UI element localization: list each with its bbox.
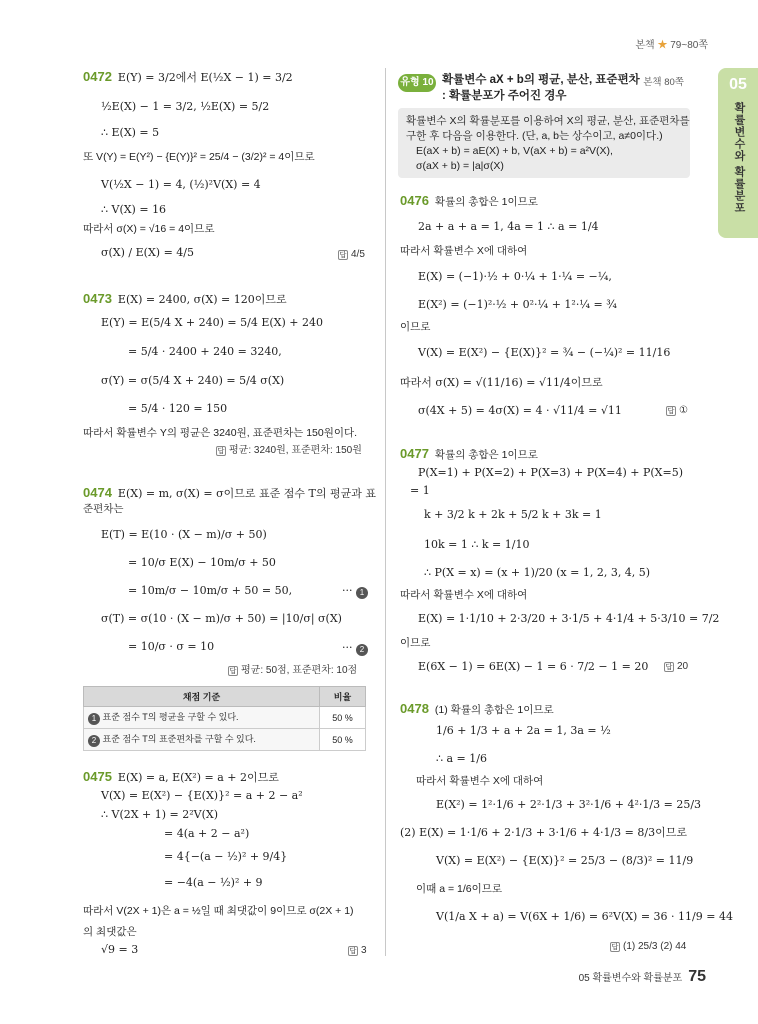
problem-0474-line4: = 10/σ E(X) − 10m/σ + 50 — [128, 556, 276, 569]
answer-icon: 답 — [667, 408, 675, 415]
problem-0477-line4: k + 3/2 k + 2k + 5/2 k + 3k = 1 — [424, 508, 602, 521]
problem-0473-line6: 따라서 확률변수 Y의 평균은 3240원, 표준편차는 150원이다. — [83, 427, 358, 439]
problem-0473-line4: σ(Y) = σ(5/4 X + 240) = 5/4 σ(X) — [101, 374, 285, 387]
problem-0473-line5: = 5/4 · 120 = 150 — [128, 402, 228, 415]
problem-0478-line8: 이때 a = 1/6이므로 — [416, 883, 503, 895]
star-icon: ★ — [657, 40, 668, 51]
problem-0475-line2: V(X) = E(X²) − {E(X)}² = a + 2 − a² — [101, 789, 303, 802]
problem-0477-line7: 따라서 확률변수 X에 대하여 — [400, 589, 528, 601]
answer-icon: 답 — [665, 664, 673, 671]
problem-0477-line8: E(X) = 1·1/10 + 2·3/20 + 3·1/5 + 4·1/4 + 5·3/10 = 7/2 — [418, 612, 720, 625]
table-header-row — [84, 687, 366, 707]
grading-criteria-table — [83, 686, 366, 751]
problem-0478-answer: 답 (1) 25/3 (2) 44 — [611, 941, 687, 952]
problem-0478-line2: 1/6 + 1/3 + a + 2a = 1, 3a = ½ — [436, 724, 611, 737]
problem-0475-line1: 0475 E(X) = a, E(X²) = a + 2이므로 — [83, 769, 279, 784]
problem-0478-line1: 0478 (1) 확률의 총합은 1이므로 — [400, 701, 554, 716]
problem-0478-line7: V(X) = E(X²) − {E(X)}² = 25/3 − (8/3)² = 11/9 — [436, 854, 694, 867]
problem-0478-line5: E(X²) = 1²·1/6 + 2²·1/3 + 3²·1/6 + 4²·1/3 = 25/3 — [436, 798, 702, 811]
problem-0474-line1: 0474 E(X) = m, σ(X) = σ이므로 표준 점수 T의 평균과 표 — [83, 485, 376, 500]
problem-0477-line6: ∴ P(X = x) = (x + 1)/20 (x = 1, 2, 3, 4, 5) — [424, 566, 651, 579]
problem-0476-line4: E(X) = (−1)·½ + 0·¼ + 1·¼ = −¼, — [418, 270, 612, 283]
problem-0477-line10: E(6X − 1) = 6E(X) − 1 = 6 · 7/2 − 1 = 20 — [418, 660, 649, 673]
chapter-number: 05 — [729, 76, 747, 93]
problem-number: 0475 — [83, 769, 112, 784]
problem-0475-line9: √9 = 3 — [101, 943, 139, 956]
answer-icon: 답 — [217, 448, 225, 455]
problem-0474-answer: 답 평균: 50점, 표준편차: 10점 — [229, 665, 358, 676]
page-number: 75 — [688, 968, 706, 985]
answer-icon: 답 — [339, 252, 347, 259]
problem-0476-line2: 2a + a + a = 1, 4a = 1 ∴ a = 1/4 — [418, 220, 599, 233]
problem-0475-line7: 따라서 V(2X + 1)은 a = ½일 때 최댓값이 9이므로 σ(2X + 1) — [83, 905, 354, 917]
problem-0478-line4: 따라서 확률변수 X에 대하여 — [416, 775, 544, 787]
problem-0475-line6: = −4(a − ½)² + 9 — [164, 876, 263, 889]
problem-0476-line5: E(X²) = (−1)²·½ + 0²·¼ + 1²·¼ = ¾ — [418, 298, 617, 311]
problem-0476-line1: 0476 확률의 총합은 1이므로 — [400, 193, 538, 208]
problem-0472-line4: 또 V(Y) = E(Y²) − {E(Y)}² = 25/4 − (3/2)² = 4이므로 — [83, 151, 315, 163]
problem-0477-line3: = 1 — [410, 484, 430, 497]
problem-0477-line5: 10k = 1 ∴ k = 1/10 — [424, 538, 530, 551]
problem-0477-answer: 답 20 — [665, 661, 689, 672]
step-marker-1: ··· 1 — [342, 584, 368, 599]
problem-0472-line6: ∴ V(X) = 16 — [101, 203, 167, 216]
chapter-title: 확률변수와 확률분포 — [733, 102, 745, 215]
problem-0475-line4: = 4(a + 2 − a²) — [164, 827, 250, 840]
problem-0472-line5: V(½X − 1) = 4, (½)²V(X) = 4 — [101, 178, 261, 191]
problem-0472-line2: ½E(X) − 1 = 3/2, ½E(X) = 5/2 — [101, 100, 270, 113]
type-title: 확률변수 aX + b의 평균, 분산, 표준편차 : 확률분포가 주어진 경우 — [442, 74, 640, 102]
answer-icon: 답 — [611, 944, 619, 951]
table-row: 1 표준 점수 T의 평균을 구할 수 있다. 50 % — [84, 707, 366, 729]
concept-box: 확률변수 X의 확률분포를 이용하여 X의 평균, 분산, 표준편차를 구한 후 다음을 이용한다. (단, a, b는 상수이고, a≠0이다.) E(aX + b) = aE(X) + b, V(aX + b) = a²V(X), σ(aX + b) = |a|σ(X) — [398, 108, 690, 178]
problem-0477-line1: 0477 확률의 총합은 1이므로 — [400, 446, 538, 461]
column-divider — [385, 68, 386, 956]
problem-0478-line6: (2) E(X) = 1·1/6 + 2·1/3 + 3·1/6 + 4·1/3 = 8/3이므로 — [400, 826, 687, 839]
table-row: 2 표준 점수 T의 표준편차를 구할 수 있다. 50 % — [84, 729, 366, 751]
problem-0473-line1: 0473 E(X) = 2400, σ(X) = 120이므로 — [83, 291, 287, 306]
type-reference: 본책 80쪽 — [643, 77, 684, 88]
problem-0476-answer: 답 ① — [667, 405, 688, 416]
page-footer — [579, 968, 706, 986]
problem-0472-line7: 따라서 σ(X) = √16 = 4이므로 — [83, 223, 215, 235]
problem-0476-line9: σ(4X + 5) = 4σ(X) = 4 · √11/4 = √11 — [418, 404, 622, 417]
problem-number: 0478 — [400, 701, 429, 716]
problem-0476-line3: 따라서 확률변수 X에 대하여 — [400, 245, 528, 257]
type-badge: 유형 10 — [398, 74, 436, 92]
problem-0474-line6: σ(T) = σ(10 · (X − m)/σ + 50) = |10/σ| σ(X) — [101, 612, 342, 625]
problem-0476-line8: 따라서 σ(X) = √(11/16) = √11/4이므로 — [400, 376, 603, 389]
answer-icon: 답 — [229, 668, 237, 675]
step-marker-2: ··· 2 — [342, 641, 368, 656]
problem-number: 0476 — [400, 193, 429, 208]
problem-0476-line7: V(X) = E(X²) − {E(X)}² = ¾ − (−¼)² = 11/16 — [418, 346, 671, 359]
problem-0473-line3: = 5/4 · 2400 + 240 = 3240, — [128, 345, 282, 358]
table-header-ratio: 비율 — [320, 687, 366, 707]
answer-icon: 답 — [349, 948, 357, 955]
problem-0472-line1: 0472 E(Y) = 3/2에서 E(½X − 1) = 3/2 — [83, 69, 293, 84]
problem-number: 0477 — [400, 446, 429, 461]
problem-0476-line6: 이므로 — [400, 321, 431, 333]
problem-0472-line3: ∴ E(X) = 5 — [101, 126, 160, 139]
problem-number: 0473 — [83, 291, 112, 306]
problem-0475-line3: ∴ V(2X + 1) = 2²V(X) — [101, 808, 219, 821]
problem-0472-line8: σ(X) / E(X) = 4/5 — [101, 246, 194, 259]
problem-0477-line2: P(X=1) + P(X=2) + P(X=3) + P(X=4) + P(X=5) — [418, 466, 683, 479]
problem-0472-answer: 답 4/5 — [339, 249, 365, 260]
problem-0473-answer: 답 평균: 3240원, 표준편차: 150원 — [217, 445, 362, 456]
problem-0474-line5: = 10m/σ − 10m/σ + 50 = 50, — [128, 584, 293, 597]
problem-number: 0474 — [83, 485, 112, 500]
problem-0475-line5: = 4{−(a − ½)² + 9/4} — [164, 850, 288, 863]
problem-0477-line9: 이므로 — [400, 637, 431, 649]
problem-0475-line8: 의 최댓값은 — [83, 926, 137, 938]
problem-0478-line3: ∴ a = 1/6 — [436, 752, 487, 765]
chapter-side-tab — [718, 68, 758, 238]
problem-0475-answer: 답 3 — [349, 945, 367, 956]
page-header-ref: 본책 ★ 79~80쪽 — [635, 40, 708, 51]
problem-0474-line7: = 10/σ · σ = 10 — [128, 640, 215, 653]
problem-0474-line3: E(T) = E(10 · (X − m)/σ + 50) — [101, 528, 267, 541]
footer-chapter: 05 확률변수와 확률분포 — [578, 973, 683, 984]
problem-0473-line2: E(Y) = E(5/4 X + 240) = 5/4 E(X) + 240 — [101, 316, 323, 329]
problem-0478-line9: V(1/a X + a) = V(6X + 1/6) = 6²V(X) = 36 · 11/9 = 44 — [436, 910, 733, 923]
problem-number: 0472 — [83, 69, 112, 84]
type-header — [398, 72, 690, 108]
problem-0474-line2: 준편차는 — [83, 503, 124, 515]
table-header-criteria: 채점 기준 — [84, 687, 320, 707]
